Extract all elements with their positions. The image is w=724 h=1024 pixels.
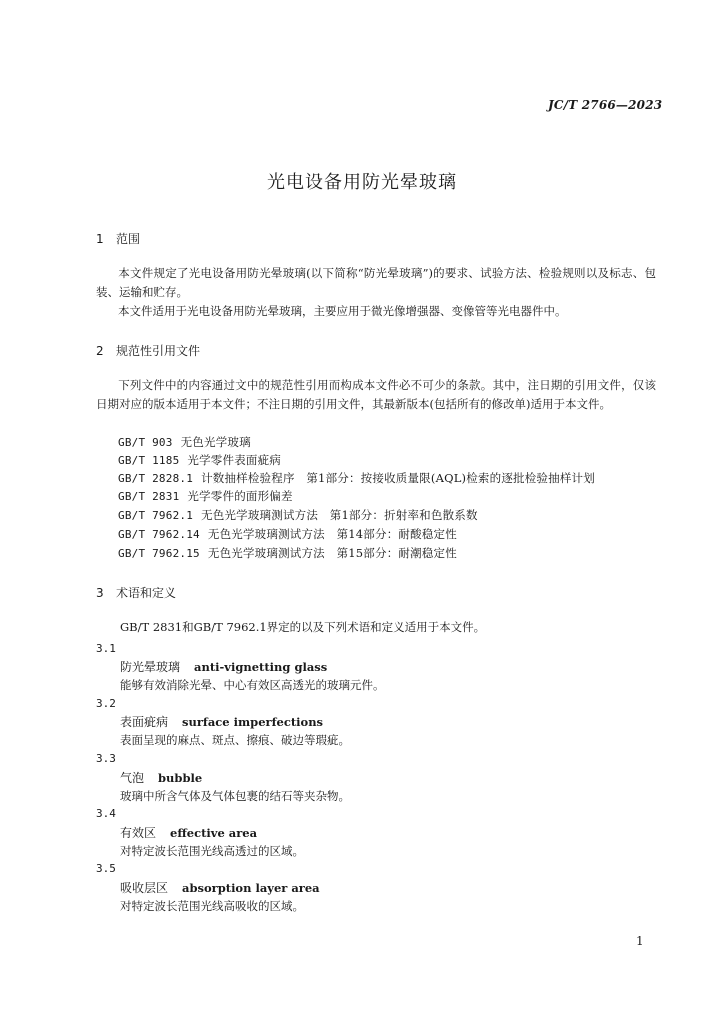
term-en: anti-vignetting glass bbox=[194, 660, 328, 674]
section-number: 2 bbox=[96, 344, 104, 358]
term-definition: 对特定波长范围光线高吸收的区域。 bbox=[120, 899, 304, 913]
section-2-intro bbox=[96, 376, 656, 414]
term-zh: 有效区 bbox=[120, 826, 157, 840]
reference-standard: GB/T 1185 bbox=[118, 454, 180, 467]
term-zh: 气泡 bbox=[120, 771, 145, 785]
term-definition: 表面呈现的麻点、斑点、擦痕、破边等瑕疵。 bbox=[120, 733, 350, 747]
paragraph-text: 本文件适用于光电设备用防光晕玻璃，主要应用于微光像增强器、变像管等光电器件中。 bbox=[118, 304, 567, 318]
paragraph-text: 本文件规定了光电设备用防光晕玻璃(以下简称“防光晕玻璃”)的要求、试验方法、检验规则以及标志、包装、运输和贮存。 bbox=[96, 266, 656, 299]
document-code: JC/T 2766—2023 bbox=[548, 98, 663, 112]
reference-standard: GB/T 903 bbox=[118, 436, 173, 449]
term-zh: 吸收层区 bbox=[120, 881, 169, 895]
term-zh: 防光晕玻璃 bbox=[120, 660, 181, 674]
reference-standard: GB/T 7962.14 bbox=[118, 528, 200, 541]
reference-title: 无色光学玻璃测试方法 第14部分：耐酸稳定性 bbox=[207, 527, 457, 541]
term-entry bbox=[120, 824, 257, 841]
term-number: 3.3 bbox=[96, 752, 116, 765]
term-definition: 玻璃中所含气体及气体包裹的结石等夹杂物。 bbox=[120, 789, 350, 803]
reference-title: 无色光学玻璃 bbox=[180, 435, 251, 449]
reference-standard: GB/T 2831 bbox=[118, 490, 180, 503]
reference-standard: GB/T 7962.15 bbox=[118, 547, 200, 560]
section-title: 规范性引用文件 bbox=[116, 344, 201, 358]
reference-title: 光学零件表面疵病 bbox=[187, 453, 282, 467]
page-title: 光电设备用防光晕玻璃 bbox=[267, 172, 457, 193]
section-2-heading bbox=[96, 342, 200, 359]
term-en: effective area bbox=[170, 826, 258, 840]
reference-item bbox=[118, 470, 595, 486]
section-title: 术语和定义 bbox=[116, 586, 177, 600]
term-number: 3.2 bbox=[96, 697, 116, 710]
section-number: 1 bbox=[96, 232, 104, 246]
reference-title: 光学零件的面形偏差 bbox=[187, 489, 293, 503]
section-1-paragraph-2 bbox=[96, 302, 656, 321]
term-entry bbox=[120, 713, 323, 730]
term-entry bbox=[120, 879, 320, 896]
section-title: 范围 bbox=[116, 232, 141, 246]
section-1-paragraph-1 bbox=[96, 264, 656, 302]
reference-item bbox=[118, 526, 457, 542]
section-3-heading bbox=[96, 584, 176, 601]
term-en: absorption layer area bbox=[182, 881, 320, 895]
reference-standard: GB/T 2828.1 bbox=[118, 472, 194, 485]
section-number: 3 bbox=[96, 586, 104, 600]
reference-title: 无色光学玻璃测试方法 第1部分：折射率和色散系数 bbox=[201, 508, 478, 522]
reference-item bbox=[118, 434, 251, 450]
term-en: surface imperfections bbox=[182, 715, 324, 729]
section-1-heading bbox=[96, 230, 140, 247]
term-zh: 表面疵病 bbox=[120, 715, 169, 729]
reference-item bbox=[118, 545, 457, 561]
reference-standard: GB/T 7962.1 bbox=[118, 509, 194, 522]
term-number: 3.4 bbox=[96, 807, 116, 820]
page-number: 1 bbox=[636, 934, 644, 948]
reference-title: 计数抽样检验程序 第1部分：按接收质量限(AQL)检索的逐批检验抽样计划 bbox=[201, 471, 595, 485]
term-number: 3.1 bbox=[96, 642, 116, 655]
section-3-intro: GB/T 2831和GB/T 7962.1界定的以及下列术语和定义适用于本文件。 bbox=[120, 620, 486, 634]
term-entry bbox=[120, 769, 202, 786]
reference-item bbox=[118, 452, 281, 468]
term-definition: 对特定波长范围光线高透过的区域。 bbox=[120, 844, 304, 858]
reference-item bbox=[118, 507, 478, 523]
term-definition: 能够有效消除光晕、中心有效区高透光的玻璃元件。 bbox=[120, 678, 385, 692]
reference-item bbox=[118, 488, 293, 504]
reference-title: 无色光学玻璃测试方法 第15部分：耐潮稳定性 bbox=[207, 546, 457, 560]
term-en: bubble bbox=[158, 771, 203, 785]
term-number: 3.5 bbox=[96, 862, 116, 875]
paragraph-text: 下列文件中的内容通过文中的规范性引用而构成本文件必不可少的条款。其中，注日期的引用文件，仅该日期对应的版本适用于本文件；不注日期的引用文件，其最新版本(包括所有的修改单)适用于本文件。 bbox=[96, 378, 656, 411]
term-entry bbox=[120, 658, 327, 675]
